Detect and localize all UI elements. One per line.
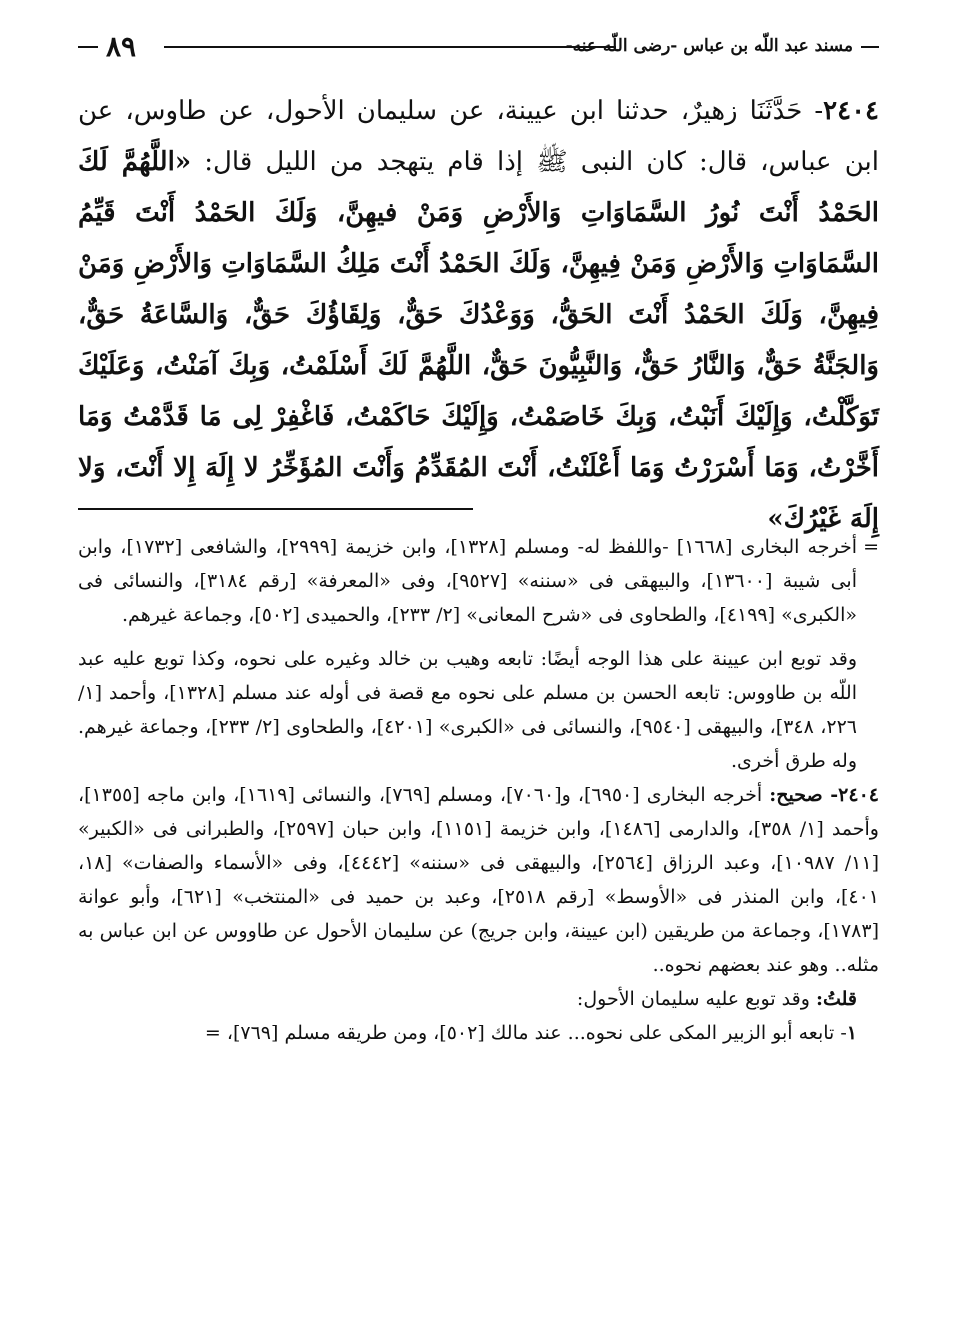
qultu-label: قلتُ: [815, 988, 857, 1010]
item-1-text: - تابعه أبو الزبير المكى على نحوه... عند مالك [٥٠٢]، ومن طريقه مسلم [٧٦٩]، = [204, 1022, 847, 1044]
page-header [78, 30, 879, 70]
footnote-2404 [78, 778, 879, 982]
header-dash-left [78, 46, 98, 48]
header-rule [164, 46, 616, 48]
footnote-number: ٢٤٠٤ [838, 784, 879, 806]
hadith-matn: «اللَّهُمَّ لَكَ الحَمْدُ أَنْتَ نُورُ السَّمَاوَاتِ وَالأَرْضِ وَمَنْ فيهِنَّ، وَلَكَ الحَمْدُ أَنْتَ قَيِّمُ السَّمَاوَاتِ وَالأَرْضِ وَمَنْ فِيهِنَّ، وَلَكَ الحَمْدُ أَنْتَ مَلِكُ السَّمَاوَاتِ وَالأَرْضِ وَمَنْ فِيهِنَّ، وَلَكَ الحَمْدُ أَنْتَ الحَقُّ، وَوَعْدُكَ حَقٌّ، وَلِقَاؤُكَ حَقٌّ، وَالسَّاعَةُ حَقٌّ، وَالجَنَّةُ حَقٌّ، وَالنَّارُ حَقٌّ، وَالنَّبِيُّونَ حَقٌّ، اللَّهُمَّ لَكَ أَسْلَمْتُ، وَبِكَ آمَنْتُ، وَعَلَيْكَ تَوَكَّلْتُ، وَإِلَيْكَ أَنَبْتُ، وَبِكَ خَاصَمْتُ، وَإِلَيْكَ حَاكَمْتُ، فَاغْفِرْ لِى مَا قَدَّمْتُ وَمَا أَخَّرْتُ، وَمَا أَسْرَرْتُ وَمَا أَعْلَنْتُ، أَنْتَ المُقَدِّمُ وَأَنْتَ المُؤَخِّرُ لا إِلَهَ إِلا أَنْتَ، وَلا إِلَهَ غَيْرُكَ» [78, 147, 879, 534]
hadith-text [78, 86, 879, 545]
footnote-item-1 [78, 1016, 879, 1050]
follow-up-text: وقد توبع ابن عيينة على هذا الوجه أيضًا: تابعه وهيب بن خالد وغيره على نحوه، وكذا توبع عليه عبد اللّه بن طاووس: تابعه الحسن بن مسلم على نحوه مع قصة فى أوله عند مسلم [١٣٢٨]، وأحمد [١/ ٢٢٦، ٣٤٨]، والبيهقى [٩٥٤٠]، والنسائى فى «الكبرى» [٤٢٠١]، والطحاوى [٢/ ٢٣٣]، وجماعة غيرهم. وله طرق أخرى. [78, 648, 858, 772]
footnote-qultu [78, 982, 879, 1016]
hadith-number: ٢٤٠٤ [823, 96, 879, 126]
continuation-marker: = [863, 536, 879, 558]
footnotes [78, 530, 879, 1050]
running-title: مسند عبد اللّه بن عباس -رضى اللّه عنه- [565, 36, 853, 56]
hadith-isnad: - حَدَّثَنَا زهيرٌ، حدثنا ابن عيينة، عن سليمان الأحول، عن طاوس، عن ابن عباس، قال: كان النبى ﷺ إذا قام يتهجد من الليل قال: [78, 96, 879, 177]
continuation-text: أخرجه البخارى [١٦٦٨] -واللفظ له- ومسلم [١٣٢٨]، وابن خزيمة [٢٩٩٩]، والشافعى [١٧٣٢]، وابن أبى شيبة [١٣٦٠٠]، والبيهقى فى «سننه» [٩٥٢٧]، وفى «المعرفة» [رقم ٣١٨٤]، والنسائى فى «الكبرى» [٤١٩٩]، والطحاوى فى «شرح المعانى» [٢/ ٢٣٣]، والحميدى [٥٠٢]، وجماعة غيرهم. [78, 536, 857, 626]
footnote-2404-text: أخرجه البخارى [٦٩٥٠]، و[٧٠٦٠]، ومسلم [٧٦٩]، والنسائى [١٦١٩]، وابن ماجه [١٣٥٥]، وأحمد [١/ ٣٥٨]، والدارمى [١٤٨٦]، وابن خزيمة [١١٥١]، وابن حبان [٢٥٩٧]، والطبرانى فى «الكبير» [١١/ ١٠٩٨٧]، وعبد الرزاق [٢٥٦٤]، والبيهقى فى «سننه» [٤٤٤٢]، وفى «الأسماء والصفات» [١٨، ٤٠١]، وابن المنذر فى «الأوسط» [رقم ٢٥١٨]، وعبد بن حميد فى «المنتخب» [٦٢١]، وأبو عوانة [١٧٨٣]، وجماعة من طريقين (ابن عيينة، وابن جريج) عن سليمان الأحول عن طاووس عن ابن عباس به مثله.. وهو عند بعضهم نحوه.. [78, 784, 879, 976]
grade-label: - صحيح: [769, 784, 839, 806]
footnote-follow-up [78, 642, 879, 778]
footnote-continuation [78, 530, 879, 632]
qultu-text: وقد توبع عليه سليمان الأحول: [576, 988, 816, 1010]
footnote-separator [78, 508, 473, 510]
item-number: ١ [846, 1022, 857, 1044]
page-number: ٨٩ [106, 30, 137, 63]
header-dash-right [861, 46, 879, 48]
